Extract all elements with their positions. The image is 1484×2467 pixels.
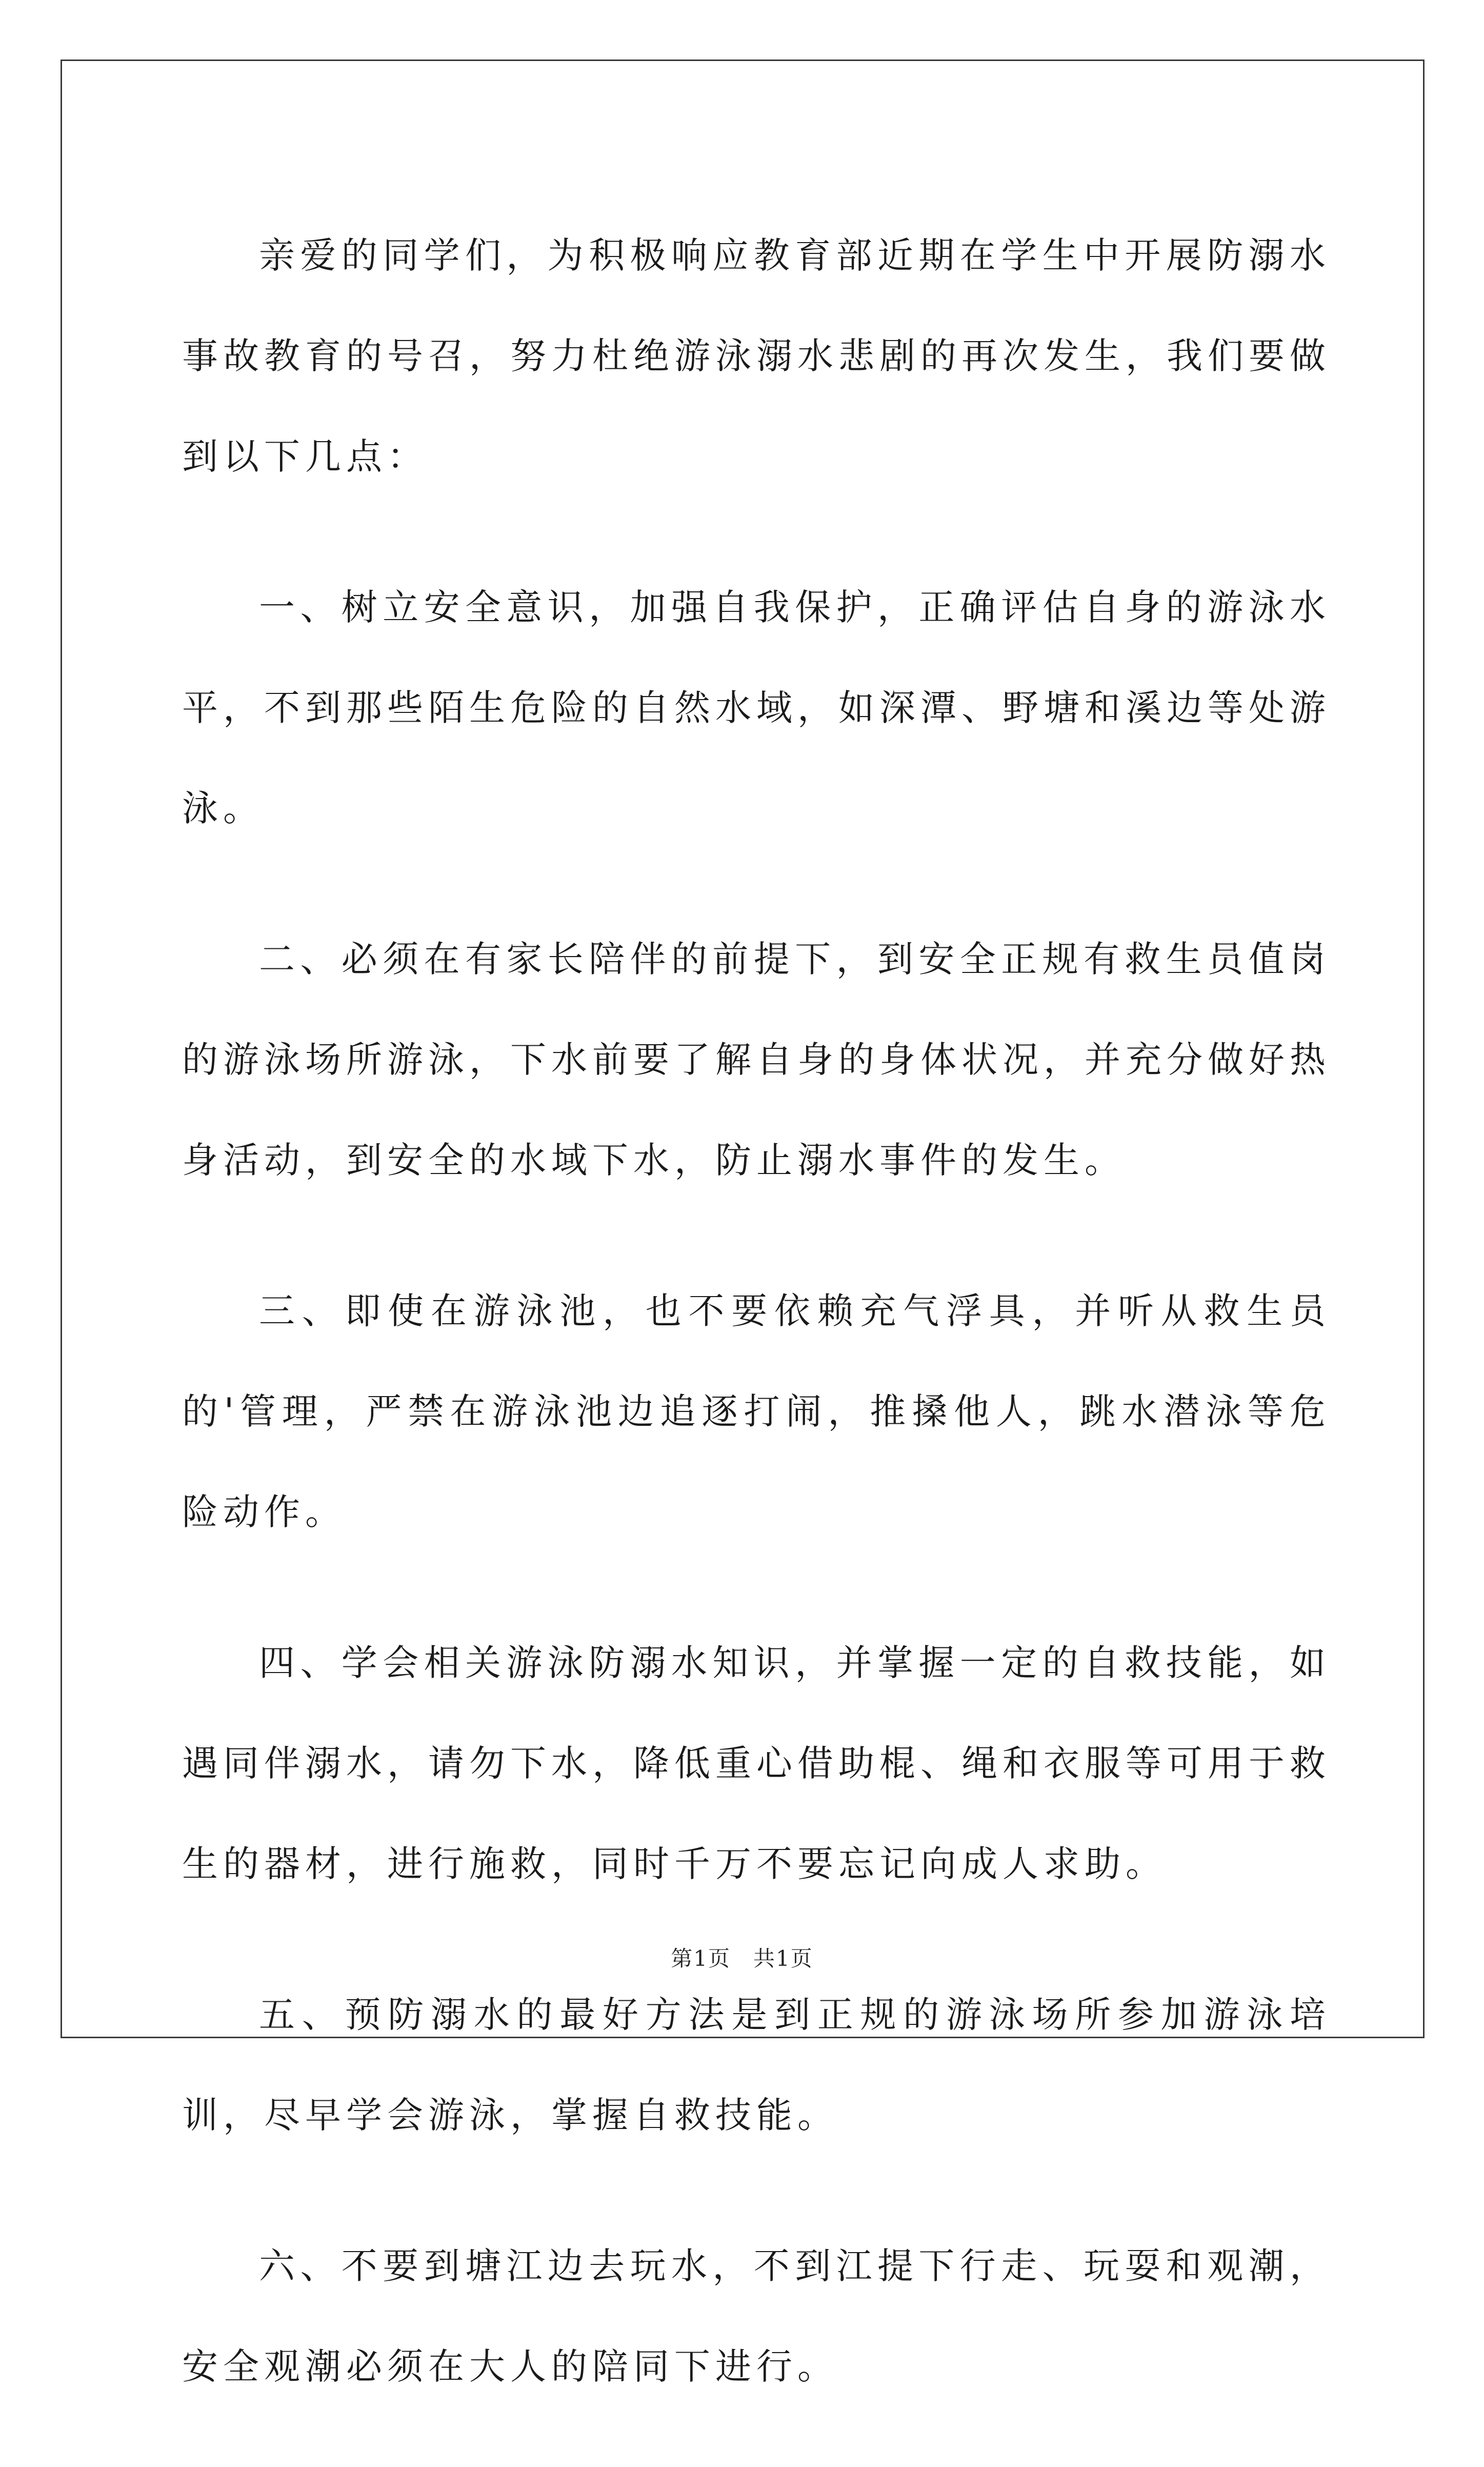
- paragraph-point-4: 四、学会相关游泳防溺水知识，并掌握一定的自救技能，如遇同伴溺水，请勿下水，降低重心借助棍、绳和衣服等可用于救生的器材，进行施救，同时千万不要忘记向成人求助。: [182, 1642, 1331, 1885]
- paragraph-point-2: 二、必须在有家长陪伴的前提下，到安全正规有救生员值岗的游泳场所游泳，下水前要了解自身的身体状况，并充分做好热身活动，到安全的水域下水，防止溺水事件的发生。: [182, 938, 1331, 1181]
- page-number-footer: 第1页 共1页: [671, 1946, 813, 1971]
- paragraph-point-5: 五、预防溺水的最好方法是到正规的游泳场所参加游泳培训，尽早学会游泳，掌握自救技能。: [182, 1994, 1331, 2136]
- paragraph-intro: 亲爱的同学们，为积极响应教育部近期在学生中开展防溺水事故教育的号召，努力杜绝游泳溺水悲剧的再次发生，我们要做到以下几点：: [182, 234, 1331, 478]
- document-body: [182, 205, 1331, 2467]
- paragraph-point-6: 六、不要到塘江边去玩水，不到江提下行走、玩耍和观潮，安全观潮必须在大人的陪同下进行。: [182, 2245, 1331, 2388]
- paragraph-point-1: 一、树立安全意识，加强自我保护，正确评估自身的游泳水平，不到那些陌生危险的自然水域，如深潭、野塘和溪边等处游泳。: [182, 586, 1331, 829]
- paragraph-point-3: 三、即使在游泳池，也不要依赖充气浮具，并听从救生员的'管理，严禁在游泳池边追逐打闹，推搡他人，跳水潜泳等危险动作。: [182, 1290, 1331, 1533]
